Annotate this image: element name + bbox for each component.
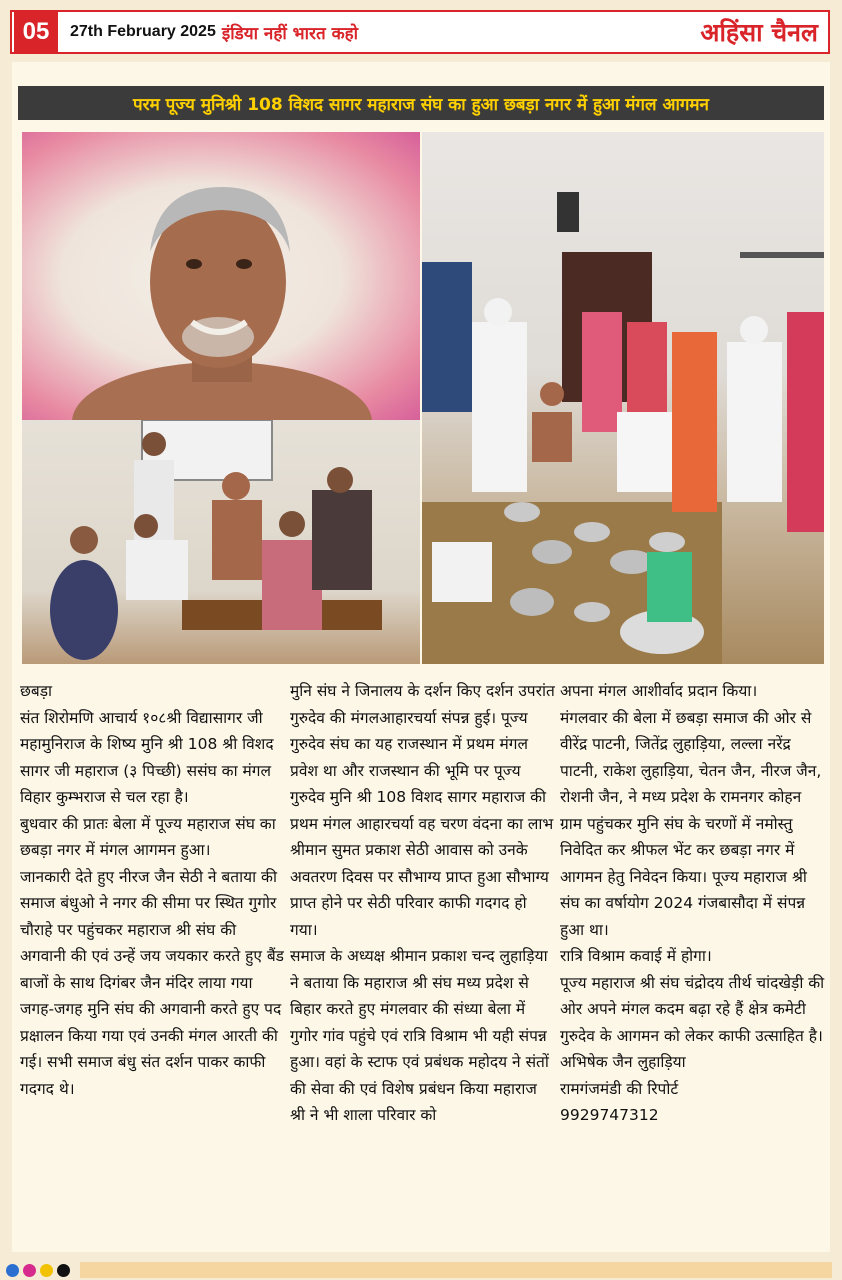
paragraph: संत शिरोमणि आचार्य १०८श्री विद्यासागर जी महामुनिराज के शिष्य मुनि श्री 108 श्री विशद सागर जी महाराज (३ पिच्छी) ससंघ का मंगल विहार कुम्भराज से चल रहा है। xyxy=(20,708,274,806)
report-source: रामगंजमंडी की रिपोर्ट xyxy=(560,1079,679,1098)
color-dots xyxy=(6,1264,70,1278)
masthead-slogan: इंडिया नहीं भारत कहो xyxy=(221,23,359,44)
paragraph: पूज्य महाराज श्री संघ चंद्रोदय तीर्थ चांदखेड़ी की ओर अपने मंगल कदम बढ़ा रहे हैं क्षेत्र कमेटी गुरुदेव के आगमन को लेकर काफी उत्साहित है। xyxy=(560,973,825,1045)
color-dot xyxy=(57,1264,70,1277)
issue-date: 27th February 2025 xyxy=(70,23,216,40)
paragraph: अपना मंगल आशीर्वाद प्रदान किया। xyxy=(560,682,758,700)
paragraph: रात्रि विश्राम कवाई में होगा। xyxy=(560,947,712,965)
color-dot xyxy=(6,1264,19,1277)
article-column-3 xyxy=(560,678,826,1129)
dateline: छबड़ा xyxy=(20,682,53,700)
article-column-1 xyxy=(20,678,286,1102)
article-headline: परम पूज्य मुनिश्री 108 विशद सागर महाराज संघ का हुआ छबड़ा नगर में हुआ मंगल आगमन xyxy=(18,86,824,120)
page-number: 05 xyxy=(14,12,58,52)
paragraph: मंगलवार की बेला में छबड़ा समाज की ओर से वीरेंद्र पाटनी, जितेंद्र लुहाड़िया, लल्ला नरेंद्र पाटनी, राकेश लुहाड़िया, चेतन जैन, नीरज जैन, रोशनी जैन, ने मध्य प्रदेश के रामनगर कोहन ग्राम पहुंचकर मुनि संघ के चरणों में नमोस्तु निवेदित कर श्रीफल भेंट कर छबड़ा नगर में आगमन हेतु निवेदन किया। पूज्य महाराज श्री संघ का वर्षायोग 2024 गंजबासौदा में संपन्न हुआ था। xyxy=(560,708,822,939)
reporter-phone: 9929747312 xyxy=(560,1106,659,1124)
reporter-name: अभिषेक जैन लुहाड़िया xyxy=(560,1053,686,1071)
ceremony-photo xyxy=(422,132,824,664)
group-photo xyxy=(22,420,420,664)
channel-name: अहिंसा चैनल xyxy=(700,18,818,47)
paragraph: जानकारी देते हुए नीरज जैन सेठी ने बताया की समाज बंधुओ ने नगर की सीमा पर स्थित गुगोर चौराहे पर पहुंचकर महाराज श्री संघ की अगवानी की एवं उन्हें जय जयकार करते हुए बैंड बाजों के साथ दिगंबर जैन मंदिर लाया गया जगह-जगह मुनि संघ की अगवानी करते हुए पद प्रक्षालन किया गया एवं उनकी मंगल आरती की गई। सभी समाज बंधु संत दर्शन पाकर काफी गदगद थे। xyxy=(20,867,284,1098)
article-column-2 xyxy=(290,678,556,1129)
masthead xyxy=(10,10,830,54)
paragraph: समाज के अध्यक्ष श्रीमान प्रकाश चन्द लुहाड़िया ने बताया कि महाराज श्री संघ मध्य प्रदेश से बिहार करते हुए मंगलवार की संध्या बेला में गुगोर गांव पहुंचे एवं रात्रि विश्राम भी यही संपन्न हुआ। वहां के स्टाफ एवं प्रबंधक महोदय ने संतों की सेवा की एवं विशेष प्रबंधन किया महाराज श्री ने भी शाला परिवार को xyxy=(290,947,549,1124)
color-dot xyxy=(23,1264,36,1277)
portrait-photo xyxy=(22,132,420,420)
paragraph: मुनि संघ ने जिनालय के दर्शन किए दर्शन उपरांत गुरुदेव की मंगलआहारचर्या संपन्न हुई। पूज्य गुरुदेव संघ का यह राजस्थान में प्रथम मंगल प्रवेश था और राजस्थान की भूमि पर पूज्य गुरुदेव मुनि श्री 108 विशद सागर महाराज की प्रथम मंगल आहारचर्या वह चरण वंदना का लाभ श्रीमान सुमत प्रकाश सेठी आवास को उनके अवतरण दिवस पर सौभाग्य प्राप्त हुआ सौभाग्य प्राप्त होने पर सेठी परिवार काफी गदगद हो गया। xyxy=(290,682,555,939)
footer-bar xyxy=(80,1262,832,1278)
color-dot xyxy=(40,1264,53,1277)
article-area xyxy=(12,62,830,1252)
paragraph: बुधवार की प्रातः बेला में पूज्य महाराज संघ का छबड़ा नगर में मंगल आगमन हुआ। xyxy=(20,814,276,859)
